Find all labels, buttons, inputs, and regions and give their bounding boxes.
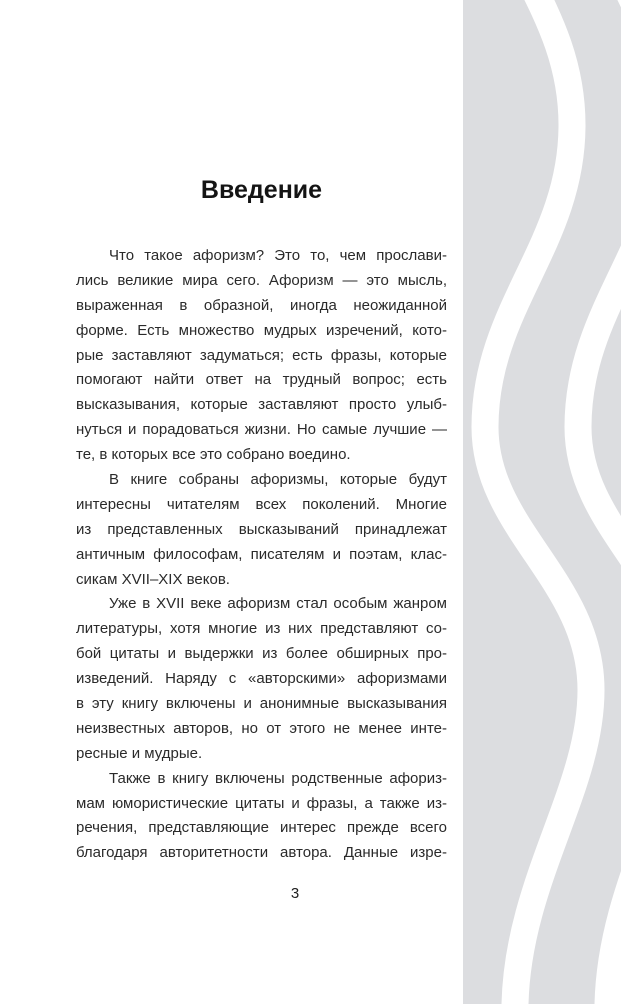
text-line: Что такое афоризм? Это то, чем прослави- bbox=[109, 247, 447, 264]
text-line: ресные и мудрые. bbox=[76, 744, 203, 762]
text-line: интересны читателям всех поколений. Многие bbox=[76, 495, 447, 513]
text-line: речения, представляющие интерес прежде всего bbox=[76, 819, 447, 837]
text-line: литературы, хотя многие из них представляют со- bbox=[76, 620, 447, 638]
text-line: нуться и порадоваться жизни. Но самые лучшие — bbox=[76, 421, 447, 439]
page-title: Введение bbox=[200, 176, 323, 204]
text-line: высказывания, которые заставляют просто улыб- bbox=[76, 396, 447, 414]
text-line: помогают найти ответ на трудный вопрос; есть bbox=[76, 371, 447, 389]
body-text bbox=[76, 244, 447, 866]
paragraph-2 bbox=[76, 468, 447, 592]
text-line: рые заставляют задуматься; есть фразы, которые bbox=[76, 346, 447, 364]
text-line: неизвестных авторов, но от этого не менее инте- bbox=[76, 719, 447, 737]
text-line: бой цитаты и выдержки из более обширных про- bbox=[76, 645, 447, 663]
text-line: из представленных высказываний принадлежат bbox=[76, 520, 447, 538]
text-line: античным философам, писателям и поэтам, клас- bbox=[76, 545, 447, 563]
text-line: мам юмористические цитаты и фразы, а также из- bbox=[76, 794, 447, 812]
paragraph-3 bbox=[76, 592, 447, 766]
text-line: Также в книгу включены родственные афориз- bbox=[109, 769, 447, 787]
page-number: 3 bbox=[290, 885, 300, 902]
text-line: форме. Есть множество мудрых изречений, кото- bbox=[76, 321, 447, 339]
text-line: сикам XVII–XIX веков. bbox=[76, 570, 230, 588]
text-line: В книге собраны афоризмы, которые будут bbox=[109, 471, 447, 489]
paragraph-4 bbox=[76, 767, 447, 867]
paragraph-1 bbox=[76, 244, 447, 468]
text-line: те, в которых все это собрано воедино. bbox=[76, 446, 351, 464]
text-line: лись великие мира сего. Афоризм — это мысль, bbox=[76, 271, 447, 289]
text-line: благодаря авторитетности автора. Данные изре- bbox=[76, 844, 447, 862]
text-line: выраженная в образной, иногда неожиданной bbox=[76, 296, 447, 314]
text-line: в эту книгу включены и анонимные высказывания bbox=[76, 695, 447, 713]
text-line: Уже в XVII веке афоризм стал особым жанром bbox=[109, 595, 447, 613]
text-line: изведений. Наряду с «авторскими» афоризмами bbox=[76, 670, 447, 688]
